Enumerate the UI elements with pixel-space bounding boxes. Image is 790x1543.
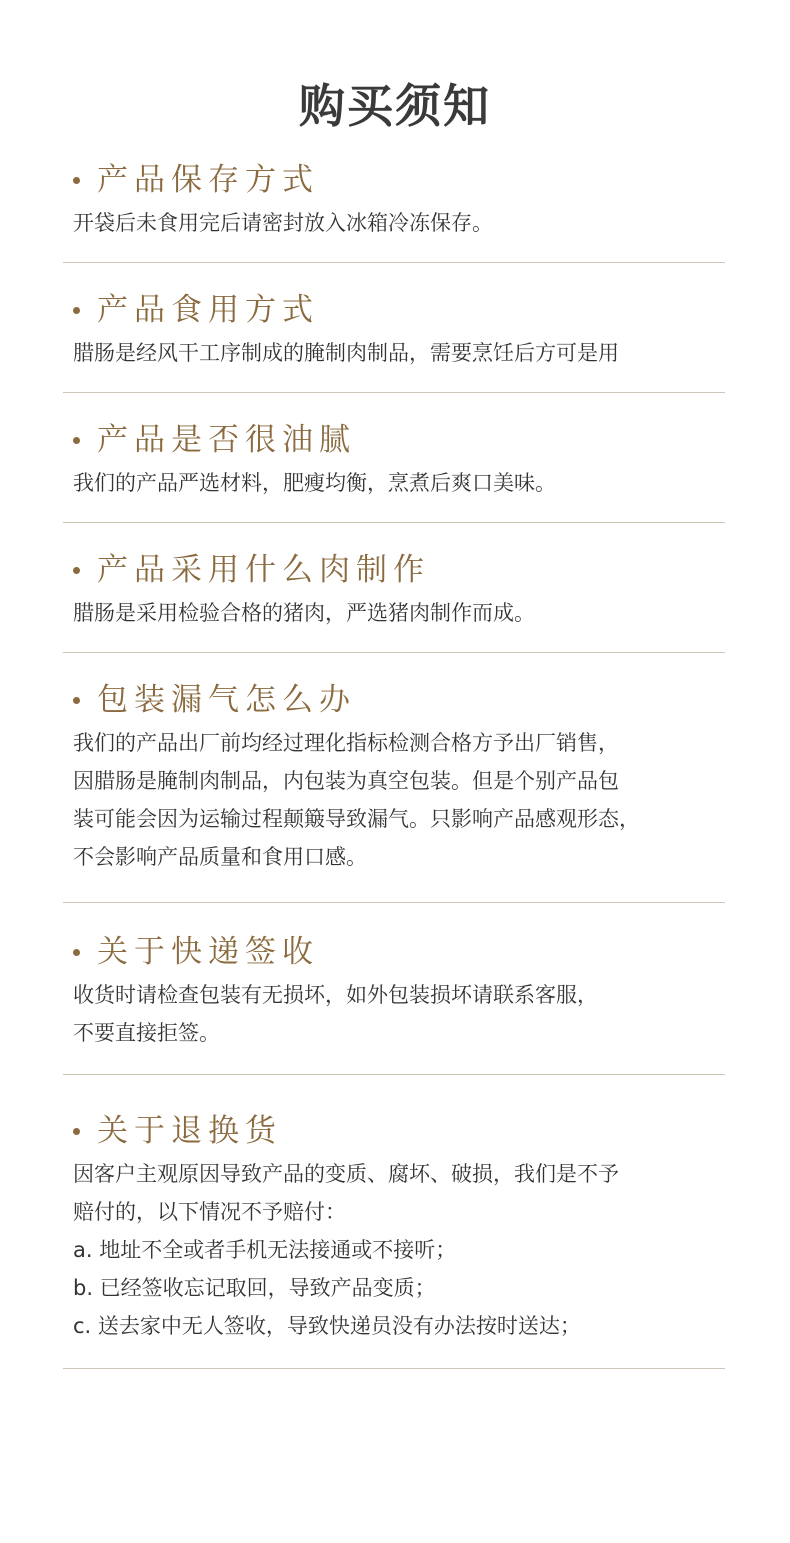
body-line: 腊肠是经风干工序制成的腌制肉制品，需要烹饪后方可是用 <box>73 341 619 365</box>
section-heading <box>73 680 733 720</box>
section-body <box>73 464 733 502</box>
section-greasiness <box>73 420 733 502</box>
section-meat-source <box>73 550 733 632</box>
section-body <box>73 724 733 876</box>
body-line: 赔付的，以下情况不予赔付： <box>73 1200 346 1224</box>
body-line: 收货时请检查包装有无损坏，如外包装损坏请联系客服， <box>73 983 598 1007</box>
body-line: 腊肠是采用检验合格的猪肉，严选猪肉制作而成。 <box>73 601 535 625</box>
section-heading <box>73 932 733 972</box>
bullet-icon <box>73 1128 80 1135</box>
bullet-icon <box>73 567 80 574</box>
section-heading <box>73 290 733 330</box>
section-usage <box>73 290 733 372</box>
body-line: a. 地址不全或者手机无法接通或不接听； <box>73 1238 457 1262</box>
section-title: 产品采用什么肉制作 <box>97 552 430 588</box>
bullet-icon <box>73 307 80 314</box>
section-delivery <box>73 932 733 1052</box>
body-line: 不会影响产品质量和食用口感。 <box>73 845 367 869</box>
divider <box>63 902 725 903</box>
body-line: 因腊肠是腌制肉制品，内包装为真空包装。但是个别产品包 <box>73 769 619 793</box>
bullet-icon <box>73 697 80 704</box>
section-heading <box>73 550 733 590</box>
divider <box>63 522 725 523</box>
body-line: 开袋后未食用完后请密封放入冰箱冷冻保存。 <box>73 211 493 235</box>
body-line: 装可能会因为运输过程颠簸导致漏气。只影响产品感观形态， <box>73 807 640 831</box>
body-line: 因客户主观原因导致产品的变质、腐坏、破损，我们是不予 <box>73 1162 619 1186</box>
body-line: 我们的产品出厂前均经过理化指标检测合格方予出厂销售， <box>73 731 619 755</box>
divider <box>63 1368 725 1369</box>
section-title: 关于退换货 <box>97 1113 282 1149</box>
bullet-icon <box>73 437 80 444</box>
section-title: 产品保存方式 <box>97 162 319 198</box>
section-heading <box>73 1111 733 1151</box>
section-storage <box>73 160 733 242</box>
body-line: 我们的产品严选材料，肥瘦均衡，烹煮后爽口美味。 <box>73 471 556 495</box>
section-body <box>73 334 733 372</box>
page-title: 购买须知 <box>299 79 491 133</box>
section-heading <box>73 420 733 460</box>
section-returns <box>73 1111 733 1345</box>
section-packaging-leak <box>73 680 733 876</box>
divider <box>63 262 725 263</box>
divider <box>63 652 725 653</box>
section-body <box>73 204 733 242</box>
section-title: 关于快递签收 <box>97 934 319 970</box>
section-body <box>73 1155 733 1345</box>
body-line: b. 已经签收忘记取回，导致产品变质； <box>73 1276 436 1300</box>
divider <box>63 392 725 393</box>
section-title: 包装漏气怎么办 <box>97 682 356 718</box>
section-body <box>73 594 733 632</box>
bullet-icon <box>73 949 80 956</box>
section-heading <box>73 160 733 200</box>
section-body <box>73 976 733 1052</box>
divider <box>63 1074 725 1075</box>
bullet-icon <box>73 177 80 184</box>
section-title: 产品是否很油腻 <box>97 422 356 458</box>
section-title: 产品食用方式 <box>97 292 319 328</box>
body-line: c. 送去家中无人签收，导致快递员没有办法按时送达； <box>73 1314 581 1338</box>
body-line: 不要直接拒签。 <box>73 1021 220 1045</box>
